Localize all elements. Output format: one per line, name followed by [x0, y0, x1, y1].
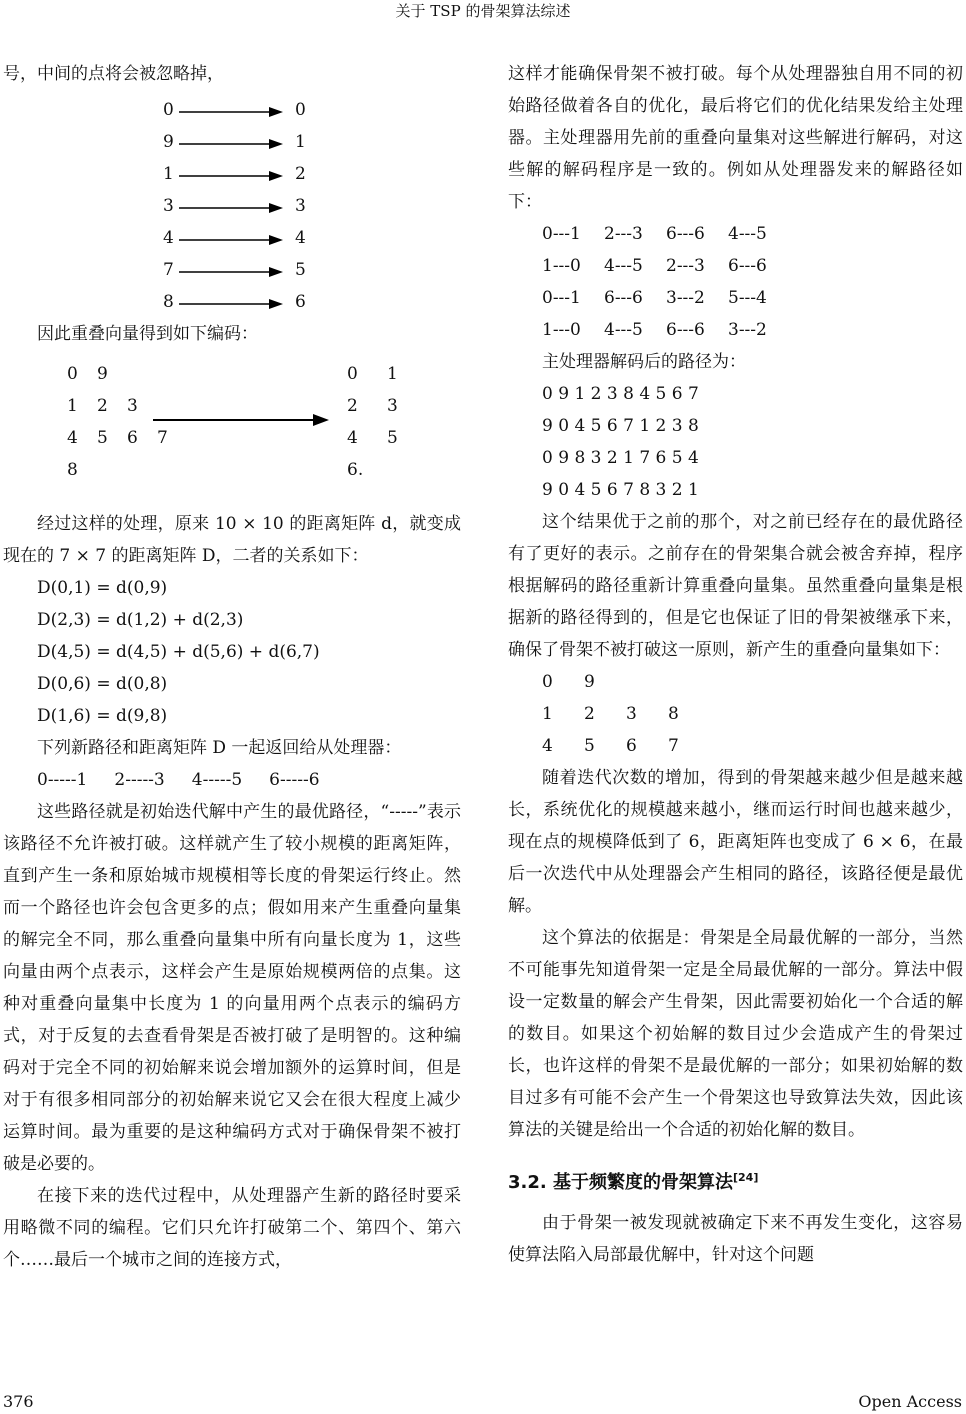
equation: D(1,6) = d(9,8): [37, 706, 168, 726]
equation: D(0,1) = d(0,9): [37, 578, 168, 598]
encoding-value: 2: [97, 396, 108, 416]
route-segment: 5---4: [728, 288, 767, 308]
mapping-from: 7: [163, 260, 174, 280]
route-row: [508, 218, 963, 250]
encoding-value: 7: [157, 428, 168, 448]
mapping-from: 9: [163, 132, 174, 152]
route-segment: 3---2: [728, 320, 767, 340]
mapping-from: 3: [163, 196, 174, 216]
route-segment: 2---3: [604, 224, 643, 244]
page-number: 376: [3, 1392, 34, 1411]
encoding-value: 3: [387, 396, 398, 416]
vector-value: 6: [626, 736, 637, 756]
encoding-value: 9: [97, 364, 108, 384]
left-column: [3, 58, 461, 1276]
mapping-diagram: [3, 94, 461, 318]
route-segment: 0---1: [542, 224, 581, 244]
route-segment: 4---5: [728, 224, 767, 244]
equation: D(4,5) = d(4,5) + d(5,6) + d(6,7): [37, 642, 320, 662]
encoding-value: 6: [127, 428, 138, 448]
mapping-to: 2: [295, 164, 306, 184]
paragraph: 因此重叠向量得到如下编码：: [37, 324, 258, 344]
mapping-row: [163, 126, 363, 158]
decoded-route: 9 0 4 5 6 7 8 3 2 1: [542, 480, 699, 500]
mapping-row: [163, 94, 363, 126]
path: 2-----3: [114, 770, 165, 790]
vector-value: 0: [542, 672, 553, 692]
mapping-arrow: [179, 266, 283, 278]
paragraph: 号，中间的点将会被忽略掉，: [3, 64, 224, 84]
overlap-vector-set: [508, 666, 963, 762]
mapping-to: 5: [295, 260, 306, 280]
route-row: [508, 314, 963, 346]
mapping-row: [163, 190, 363, 222]
mapping-row: [163, 254, 363, 286]
encoding-value: 3: [127, 396, 138, 416]
encoding-value: 8: [67, 460, 78, 480]
mapping-row: [163, 286, 363, 318]
mapping-from: 8: [163, 292, 174, 312]
route-segment: 6---6: [666, 320, 705, 340]
route-segment: 6---6: [604, 288, 643, 308]
journal-name: Open Access: [858, 1392, 962, 1411]
equation: D(0,6) = d(0,8): [37, 674, 168, 694]
paragraph: 主处理器解码后的路径为：: [542, 352, 746, 372]
route-segment: 4---5: [604, 320, 643, 340]
vector-value: 1: [542, 704, 553, 724]
overlap-vector: [508, 666, 963, 698]
mapping-arrow: [179, 138, 283, 150]
encoding-value: 5: [97, 428, 108, 448]
mapping-to: 0: [295, 100, 306, 120]
encoding-diagram: [3, 358, 461, 508]
route-segment: 1---0: [542, 256, 581, 276]
path-list: [3, 764, 461, 796]
paragraph: 这个结果优于之前的那个，对之前已经存在的最优路径有了更好的表示。之前存在的骨架集合就会被舍弃掉，程序根据解码的路径重新计算重叠向量集。虽然重叠向量集是根据新的路径得到的，但是它也保证了旧的骨架被继承下来，确保了骨架不被打破这一原则，新产生的重叠向量集如下：: [508, 512, 963, 660]
encoding-value: 0: [347, 364, 358, 384]
mapping-arrow: [179, 234, 283, 246]
encoding-value: 1: [387, 364, 398, 384]
path: 0-----1: [37, 770, 88, 790]
mapping-to: 3: [295, 196, 306, 216]
path: 6-----6: [269, 770, 320, 790]
paragraph: 这些路径就是初始迭代解中产生的最优路径，“-----”表示该路径不允许被打破。这样就产生了较小规模的距离矩阵，直到产生一条和原始城市规模相等长度的骨架运行终止。然而一个路径也许会包含更多的点；假如用来产生重叠向量集的解完全不同，那么重叠向量集中所有向量长度为 1，这些向量由两个点表示，这样会产生是原始规模两倍的点集。这种对重叠向量集中长度为 1 的向量用两个点表示的编码方式，对于反复的去查看骨架是否被打破了是明智的。这种编码对于完全不同的初始解来说会增加额外的运算时间，但是对于有很多相同部分的初始解来说它又会在很大程度上减少运算时间。最为重要的是这种编码方式对于确保骨架不被打破是必要的。: [3, 802, 461, 1174]
encoding-value: 4: [347, 428, 358, 448]
mapping-arrow: [179, 298, 283, 310]
route-segment: 1---0: [542, 320, 581, 340]
mapping-arrow: [179, 202, 283, 214]
route-row: [508, 282, 963, 314]
route-list: [508, 218, 963, 346]
mapping-from: 4: [163, 228, 174, 248]
route-segment: 2---3: [666, 256, 705, 276]
path: 4-----5: [191, 770, 243, 790]
section-heading: [508, 1162, 963, 1199]
equation: D(2,3) = d(1,2) + d(2,3): [37, 610, 244, 630]
encoding-value: 0: [67, 364, 78, 384]
paragraph: 经过这样的处理，原来 10 × 10 的距离矩阵 d，就变成现在的 7 × 7 的距离矩阵 D，二者的关系如下：: [3, 514, 461, 566]
section-title: 3.2. 基于频繁度的骨架算法: [508, 1172, 733, 1193]
encoding-value: 2: [347, 396, 358, 416]
route-segment: 6---6: [728, 256, 767, 276]
mapping-from: 0: [163, 100, 174, 120]
mapping-arrow: [179, 106, 283, 118]
encoding-value: 5: [387, 428, 398, 448]
mapping-row: [163, 222, 363, 254]
decoded-route-list: [508, 378, 963, 506]
overlap-vector: [508, 730, 963, 762]
vector-value: 5: [584, 736, 595, 756]
vector-value: 9: [584, 672, 595, 692]
overlap-vector: [508, 698, 963, 730]
citation-ref: [24]: [733, 1171, 759, 1184]
mapping-to: 6: [295, 292, 306, 312]
vector-value: 2: [584, 704, 595, 724]
route-segment: 6---6: [666, 224, 705, 244]
route-segment: 0---1: [542, 288, 581, 308]
paragraph: 由于骨架一被发现就被确定下来不再发生变化，这容易使算法陷入局部最优解中，针对这个问题: [508, 1213, 963, 1265]
vector-value: 7: [668, 736, 679, 756]
page-header: 关于 TSP 的骨架算法综述: [395, 2, 571, 20]
route-row: [508, 250, 963, 282]
paragraph: 随着迭代次数的增加，得到的骨架越来越少但是越来越长，系统优化的规模越来越小，继而运行时间也越来越少，现在点的规模降低到了 6，距离矩阵也变成了 6 × 6，在最后一次迭代中从处理器会产生相同的路径，该路径便是最优解。: [508, 768, 963, 916]
paragraph: 下列新路径和距离矩阵 D 一起返回给从处理器：: [37, 738, 402, 758]
mapping-row: [163, 158, 363, 190]
paragraph: 这个算法的依据是：骨架是全局最优解的一部分，当然不可能事先知道骨架一定是全局最优解的一部分。算法中假设一定数量的解会产生骨架，因此需要初始化一个合适的解的数目。如果这个初始解的数目过少会造成产生的骨架过长，也许这样的骨架不是最优解的一部分；如果初始解的数目过多有可能不会产生一个骨架这也导致算法失效，因此该算法的关键是给出一个合适的初始化解的数目。: [508, 928, 963, 1140]
route-segment: 4---5: [604, 256, 643, 276]
decoded-route: 0 9 1 2 3 8 4 5 6 7: [542, 384, 699, 404]
mapping-to: 1: [295, 132, 306, 152]
mapping-to: 4: [295, 228, 306, 248]
paragraph: 在接下来的迭代过程中，从处理器产生新的路径时要采用略微不同的编程。它们只允许打破第二个、第四个、第六个……最后一个城市之间的连接方式，: [3, 1186, 461, 1270]
encoding-value: 6.: [347, 460, 364, 480]
encoding-arrow: [153, 412, 333, 428]
mapping-arrow: [179, 170, 283, 182]
encoding-value: 1: [67, 396, 78, 416]
decoded-route: 9 0 4 5 6 7 1 2 3 8: [542, 416, 699, 436]
mapping-from: 1: [163, 164, 174, 184]
vector-value: 3: [626, 704, 637, 724]
decoded-route: 0 9 8 3 2 1 7 6 5 4: [542, 448, 699, 468]
right-column: [508, 58, 963, 1271]
vector-value: 4: [542, 736, 553, 756]
vector-value: 8: [668, 704, 679, 724]
route-segment: 3---2: [666, 288, 705, 308]
encoding-value: 4: [67, 428, 78, 448]
paragraph: 这样才能确保骨架不被打破。每个从处理器独自用不同的初始路径做着各自的优化，最后将它们的优化结果发给主处理器。主处理器用先前的重叠向量集对这些解进行解码，对这些解的解码程序是一致的。例如从处理器发来的解路径如下：: [508, 64, 963, 212]
